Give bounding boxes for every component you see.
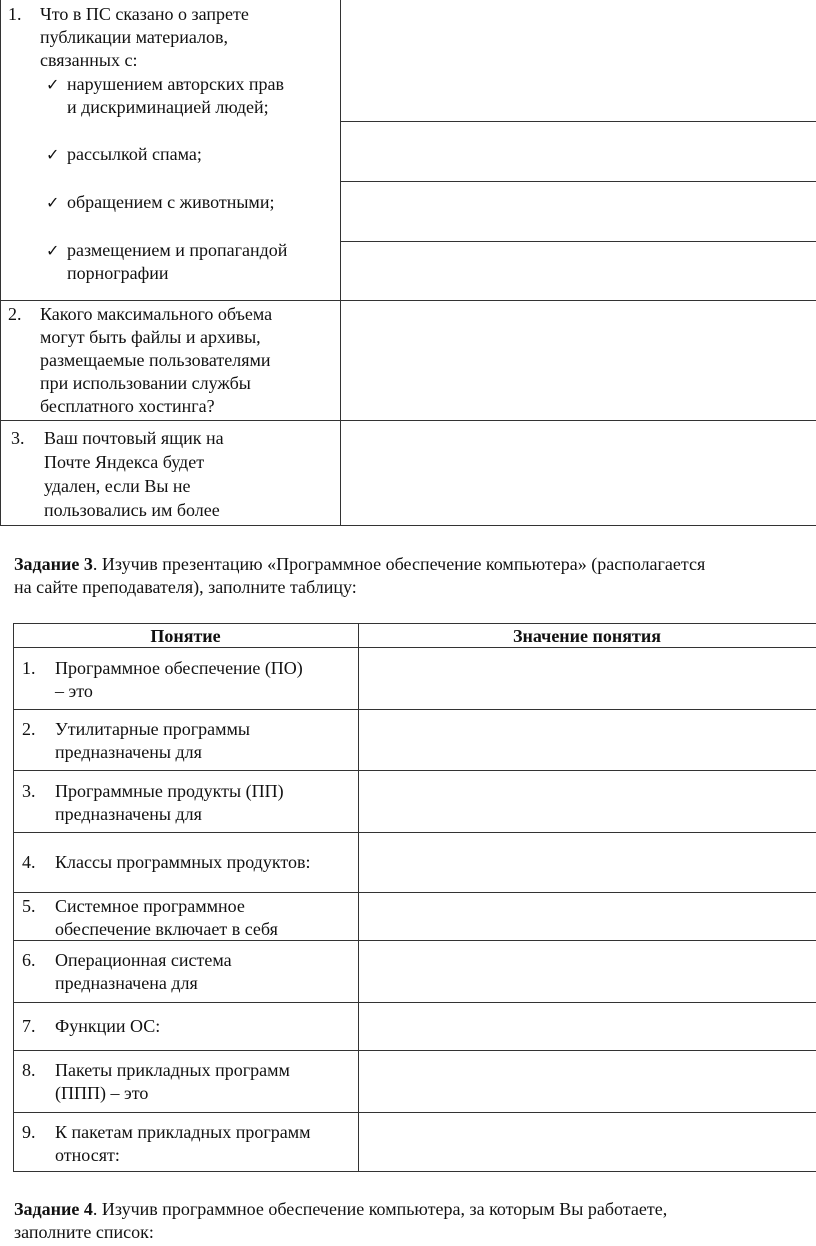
concept-text: предназначены для [55,742,202,762]
checkmark-icon: ✓ [46,75,60,94]
concept-text: Пакеты прикладных программ [55,1060,290,1080]
row-number: 3. [11,428,25,448]
row-number: 9. [22,1122,36,1142]
question-text: бесплатного хостинга? [40,396,215,416]
question-text: Ваш почтовый ящик на [44,428,224,448]
question-text: пользовались им более [44,500,220,520]
column-header-meaning: Значение понятия [513,626,661,646]
bullet-text: размещением и пропагандой [67,240,288,260]
row-number: 4. [22,852,36,872]
concept-text: обеспечение включает в себя [55,919,278,939]
task-4-text: . Изучив программное обеспечение компьютера, за которым Вы работаете, [92,1199,668,1219]
task-3-text: на сайте преподавателя), заполните таблицу: [14,577,357,597]
row-number: 5. [22,896,36,916]
question-text: при использовании службы [40,373,251,393]
row-number: 7. [22,1016,36,1036]
question-text: Что в ПС сказано о запрете [40,4,249,24]
concept-text: Операционная система [55,950,232,970]
bullet-text: нарушением авторских прав [67,74,285,94]
concept-text: Программные продукты (ПП) [55,781,284,801]
concept-text: К пакетам прикладных программ [55,1122,311,1142]
row-number: 2. [22,719,36,739]
question-text: могут быть файлы и архивы, [40,327,261,347]
question-text: размещаемые пользователями [40,350,271,370]
concept-text: Классы программных продуктов: [55,852,311,872]
checkmark-icon: ✓ [46,193,60,212]
question-text: Какого максимального объема [40,304,273,324]
task-3-label: Задание 3 [14,554,93,574]
task-4-label: Задание 4 [14,1199,93,1219]
concept-text: Программное обеспечение (ПО) [55,658,303,678]
concept-text: Утилитарные программы [55,719,251,739]
row-number: 8. [22,1060,36,1080]
question-text: удален, если Вы не [44,476,191,496]
row-number: 3. [22,781,36,801]
row-number: 1. [22,658,36,678]
bullet-text: обращением с животными; [67,192,275,212]
checkmark-icon: ✓ [46,145,60,164]
bullet-text: порнографии [67,263,169,283]
question-text: Почте Яндекса будет [44,452,205,472]
concept-text: предназначены для [55,804,202,824]
concept-text: – это [55,681,93,701]
column-header-concept: Понятие [150,626,221,646]
concept-text: Функции ОС: [55,1016,161,1036]
bullet-text: рассылкой спама; [67,144,202,164]
question-text: связанных с: [40,50,138,70]
row-number: 1. [8,4,22,24]
bullet-text: и дискриминацией людей; [67,97,269,117]
concept-text: предназначена для [55,973,198,993]
row-number: 6. [22,950,36,970]
row-number: 2. [8,304,22,324]
task-4-text: заполните список: [14,1222,154,1242]
question-text: публикации материалов, [40,27,228,47]
concept-text: (ППП) – это [55,1083,149,1103]
checkmark-icon: ✓ [46,241,60,260]
concept-text: относят: [55,1145,120,1165]
task-3-text: . Изучив презентацию «Программное обеспечение компьютера» (располагается [92,554,706,574]
concept-text: Системное программное [55,896,245,916]
